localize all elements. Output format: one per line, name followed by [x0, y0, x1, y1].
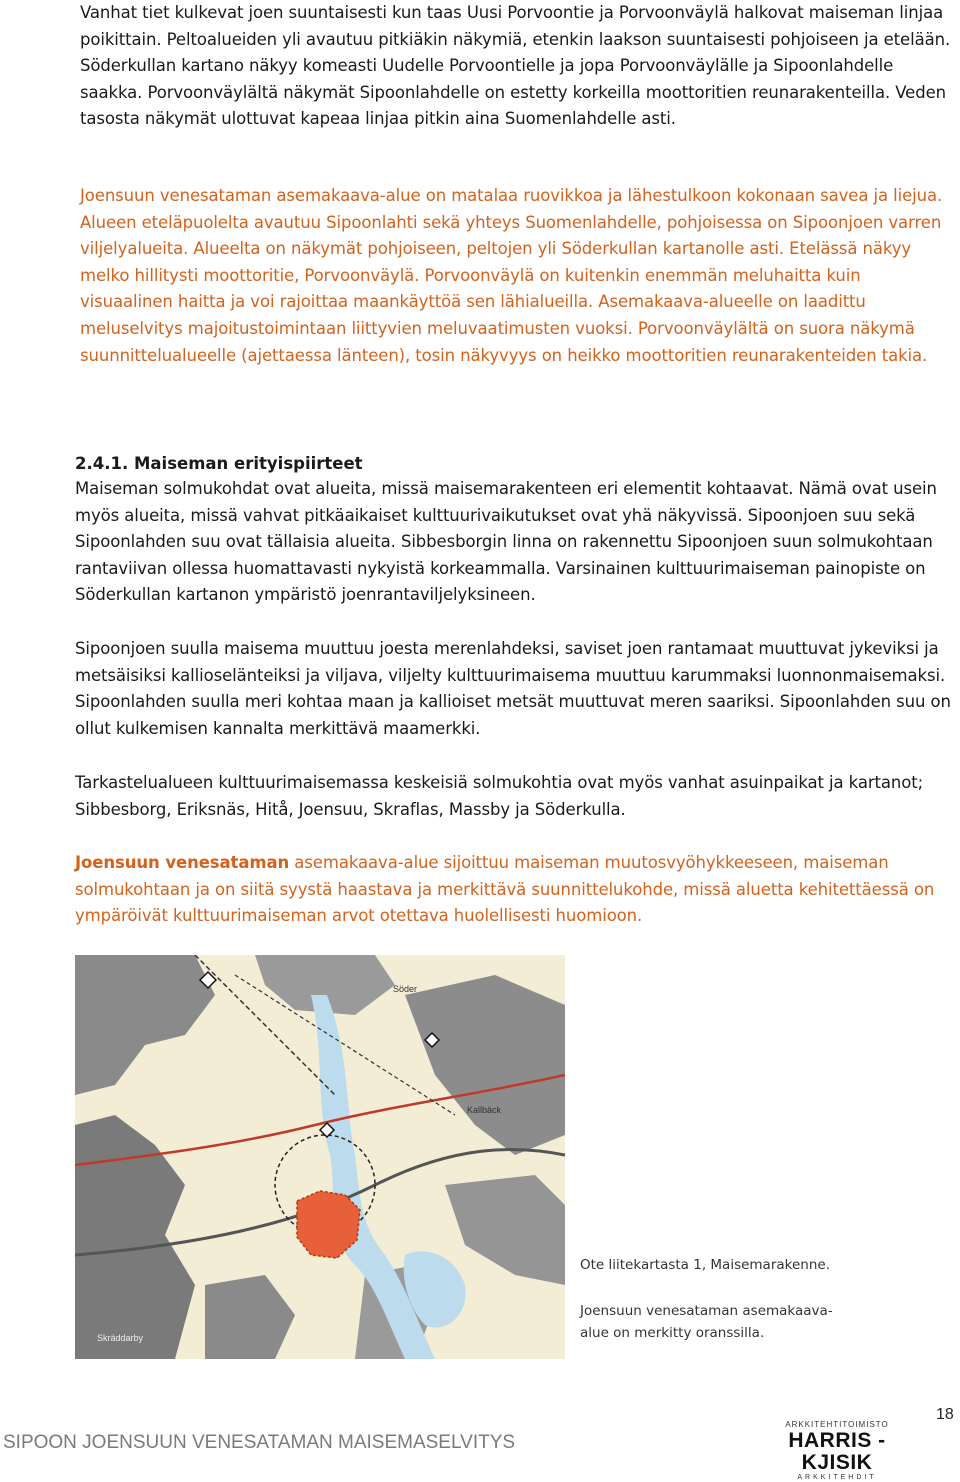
company-logo: [772, 1420, 902, 1481]
harbor-paragraph: [80, 183, 952, 369]
closing-lead: Joensuun venesataman: [75, 853, 290, 872]
logo-top-text: ARKKITEHTITOIMISTO: [785, 1420, 889, 1429]
landscape-map: [75, 955, 565, 1359]
section-paragraph-3: Tarkastelualueen kulttuurimaisemassa keskeisiä solmukohtia ovat myös vanhat asuinpaikat ja kartanot; Sibbesborg, Eriksnäs, Hitå, Joensuu, Skraflas, Massby ja Söderkulla.: [75, 773, 924, 819]
map-graphic: [75, 955, 565, 1359]
section-title: Maiseman erityispiirteet: [134, 454, 363, 473]
map-label: Söder: [393, 984, 418, 994]
map-caption-1: Ote liitekartasta 1, Maisemarakenne.: [580, 1257, 831, 1273]
footer-title: SIPOON JOENSUUN VENESATAMAN MAISEMASELVITYS: [3, 1432, 516, 1453]
intro-paragraph: Vanhat tiet kulkevat joen suuntaisesti kun taas Uusi Porvoontie ja Porvoonväylä halkovat maiseman linjaa poikittain. Peltoalueiden yli avautuu pitkiäkin näkymiä, etenkin laakson suuntaisesti pohjoiseen ja etelään. Söderkullan kartano näkyy komeasti Uudelle Porvoontielle ja jopa Porvoonväylälle ja Sipoonlahdelle saakka. Porvoonväylältä näkymät Sipoonlahdelle on estetty korkeilla moottoritien reunarakenteilla. Veden tasosta näkymät ulottuvat kapeaa linjaa pitkin aina Suomenlahdelle asti.: [80, 3, 951, 129]
section-number: 2.4.1.: [75, 454, 129, 473]
section-paragraph-1: Maiseman solmukohdat ovat alueita, missä maisemarakenteen eri elementit kohtaavat. Nämä ovat usein myös alueita, missä vahvat pitkäaikaiset kulttuurivaikutukset ovat yhä näkyvissä. Sipoonjoen suu sekä Sipoonlahden suu ovat tällaisia alueita. Sibbesborgin linna on rakennettu Sipoonjoen suun solmukohtaan rantaviivan ollessa huomattavasti nykyistä korkeammalla. Varsinainen kulttuurimaiseman painopiste on Söderkullan kartanon ympäristö joenrantaviljelyksineen.: [75, 479, 937, 605]
harbor-body: asemakaava-alue on matalaa ruovikkoa ja lähestulkoon kokonaan savea ja liejua. Alueen eteläpuolelta avautuu Sipoonlahti sekä yhteys Suomenlahdelle, pohjoisessa on Sipoonjoen varren viljelyalueita. Alueelta on näkymät pohjoiseen, peltojen yli Söderkullan kartanolle asti. Etelässä näkyy melko hillitysti moottoritie, Porvoonväylä. Porvoonväylä on kuitenkin enemmän meluhaitta kuin visuaalinen haitta ja voi rajoittaa maankäyttöä sen lähialueilla. Asemakaava-alueelle on laadittu meluselvitys majoitustoimintaan liittyvien meluvaatimusten vuoksi. Porvoonväylältä on suora näkymä suunnittelualueelle (ajettaessa länteen), tosin näkyvyys on heikko moottoritien reunarakenteiden takia.: [80, 186, 943, 365]
harbor-lead: Joensuun venesataman: [80, 186, 272, 205]
map-label: Kallbäck: [467, 1105, 502, 1115]
page-number: 18: [936, 1406, 954, 1423]
logo-main-text: HARRIS - KJISIK: [788, 1429, 886, 1474]
map-caption-2: Joensuun venesataman asemakaava-alue on merkitty oranssilla.: [580, 1303, 833, 1341]
section-heading: [75, 452, 363, 476]
closing-paragraph: [75, 850, 955, 930]
closing-body: asemakaava-alue sijoittuu maiseman muutosvyöhykkeeseen, maiseman solmukohtaan ja on siitä syystä haastava ja merkittävä suunnittelukohde, missä aluetta kehitettäessä on ympäröivät kulttuurimaiseman arvot otettava huolellisesti huomioon.: [75, 853, 935, 926]
map-label: Skräddarby: [97, 1333, 144, 1343]
logo-bottom-text: ARKKITEHDIT: [797, 1474, 877, 1481]
section-paragraph-2: Sipoonjoen suulla maisema muuttuu joesta merenlahdeksi, saviset joen rantamaat muuttuvat jykeviksi ja metsäisiksi kallioselänteiksi ja viljava, viljelty kulttuurimaisema muuttuu karummaksi luonnonmaisemaksi. Sipoonlahden suulla meri kohtaa maan ja kallioiset metsät muuttuvat meren saariksi. Sipoonlahden suu on ollut kulkemisen kannalta merkittävä maamerkki.: [75, 639, 951, 738]
